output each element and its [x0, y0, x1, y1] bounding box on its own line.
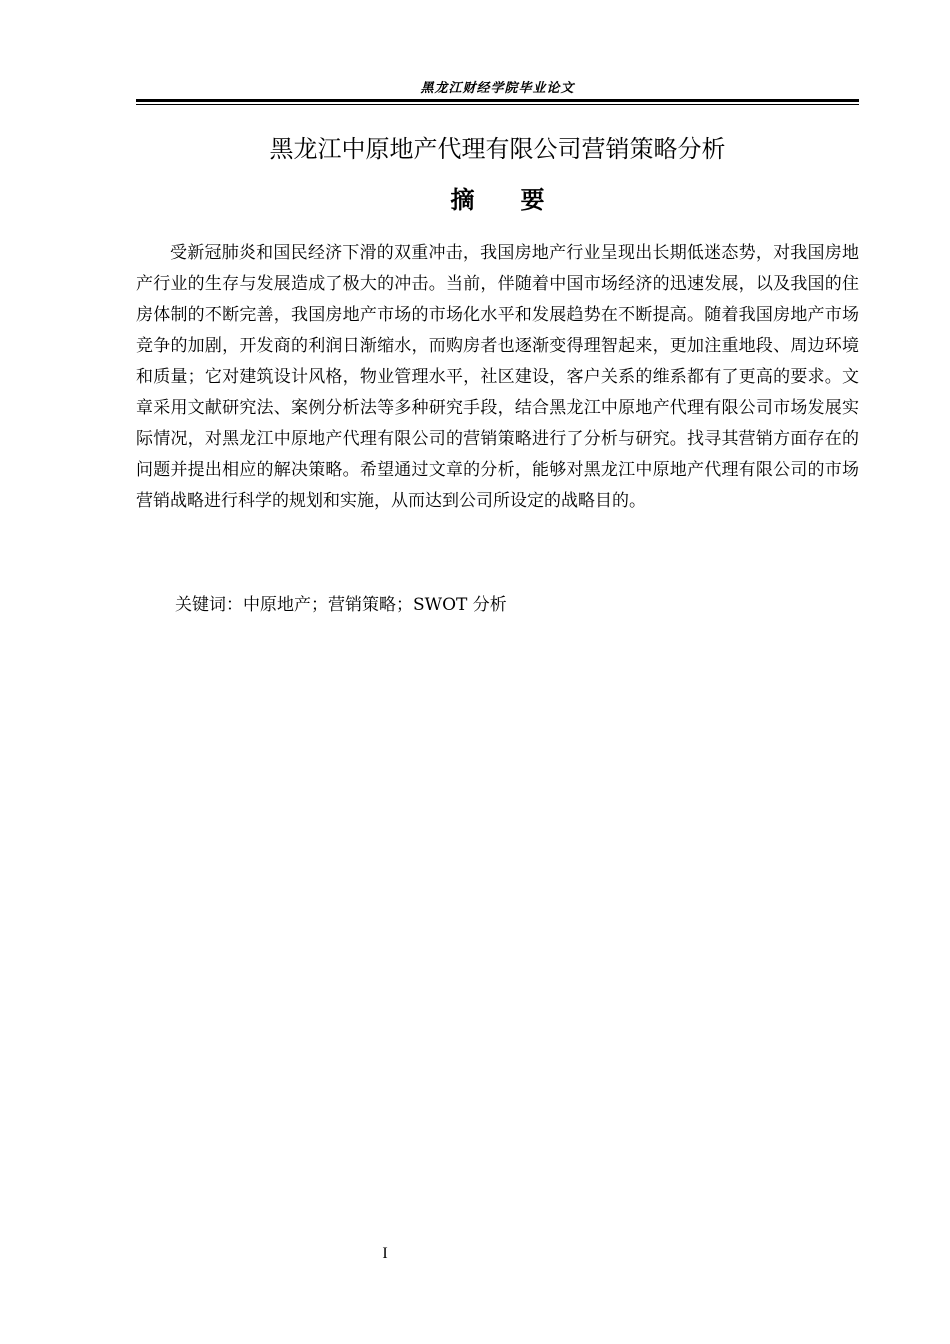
header-rule-thick: [136, 99, 859, 102]
running-header: 黑龙江财经学院毕业论文: [420, 81, 575, 96]
abstract-heading-right: 要: [520, 186, 545, 214]
abstract-heading-left: 摘: [450, 186, 475, 214]
page-number: I: [382, 1245, 388, 1262]
keywords-label: 关键词：: [175, 595, 243, 615]
abstract-heading: [136, 183, 859, 217]
document-title: 黑龙江中原地产代理有限公司营销策略分析: [269, 135, 726, 163]
keywords-value: 中原地产；营销策略；SWOT 分析: [243, 595, 507, 615]
header-rule-thin: [136, 104, 859, 105]
abstract-body: 受新冠肺炎和国民经济下滑的双重冲击，我国房地产行业呈现出长期低迷态势，对我国房地产行业的生存与发展造成了极大的冲击。当前，伴随着中国市场经济的迅速发展，以及我国的住房体制的不断完善，我国房地产市场的市场化水平和发展趋势在不断提高。随着我国房地产市场竞争的加剧，开发商的利润日渐缩水，而购房者也逐渐变得理智起来，更加注重地段、周边环境和质量；它对建筑设计风格，物业管理水平，社区建设，客户关系的维系都有了更高的要求。文章采用文献研究法、案例分析法等多种研究手段，结合黑龙江中原地产代理有限公司市场发展实际情况，对黑龙江中原地产代理有限公司的营销策略进行了分析与研究。找寻其营销方面存在的问题并提出相应的解决策略。希望通过文章的分析，能够对黑龙江中原地产代理有限公司的市场营销战略进行科学的规划和实施，从而达到公司所设定的战略目的。: [136, 243, 859, 511]
keywords-line: [175, 592, 859, 618]
